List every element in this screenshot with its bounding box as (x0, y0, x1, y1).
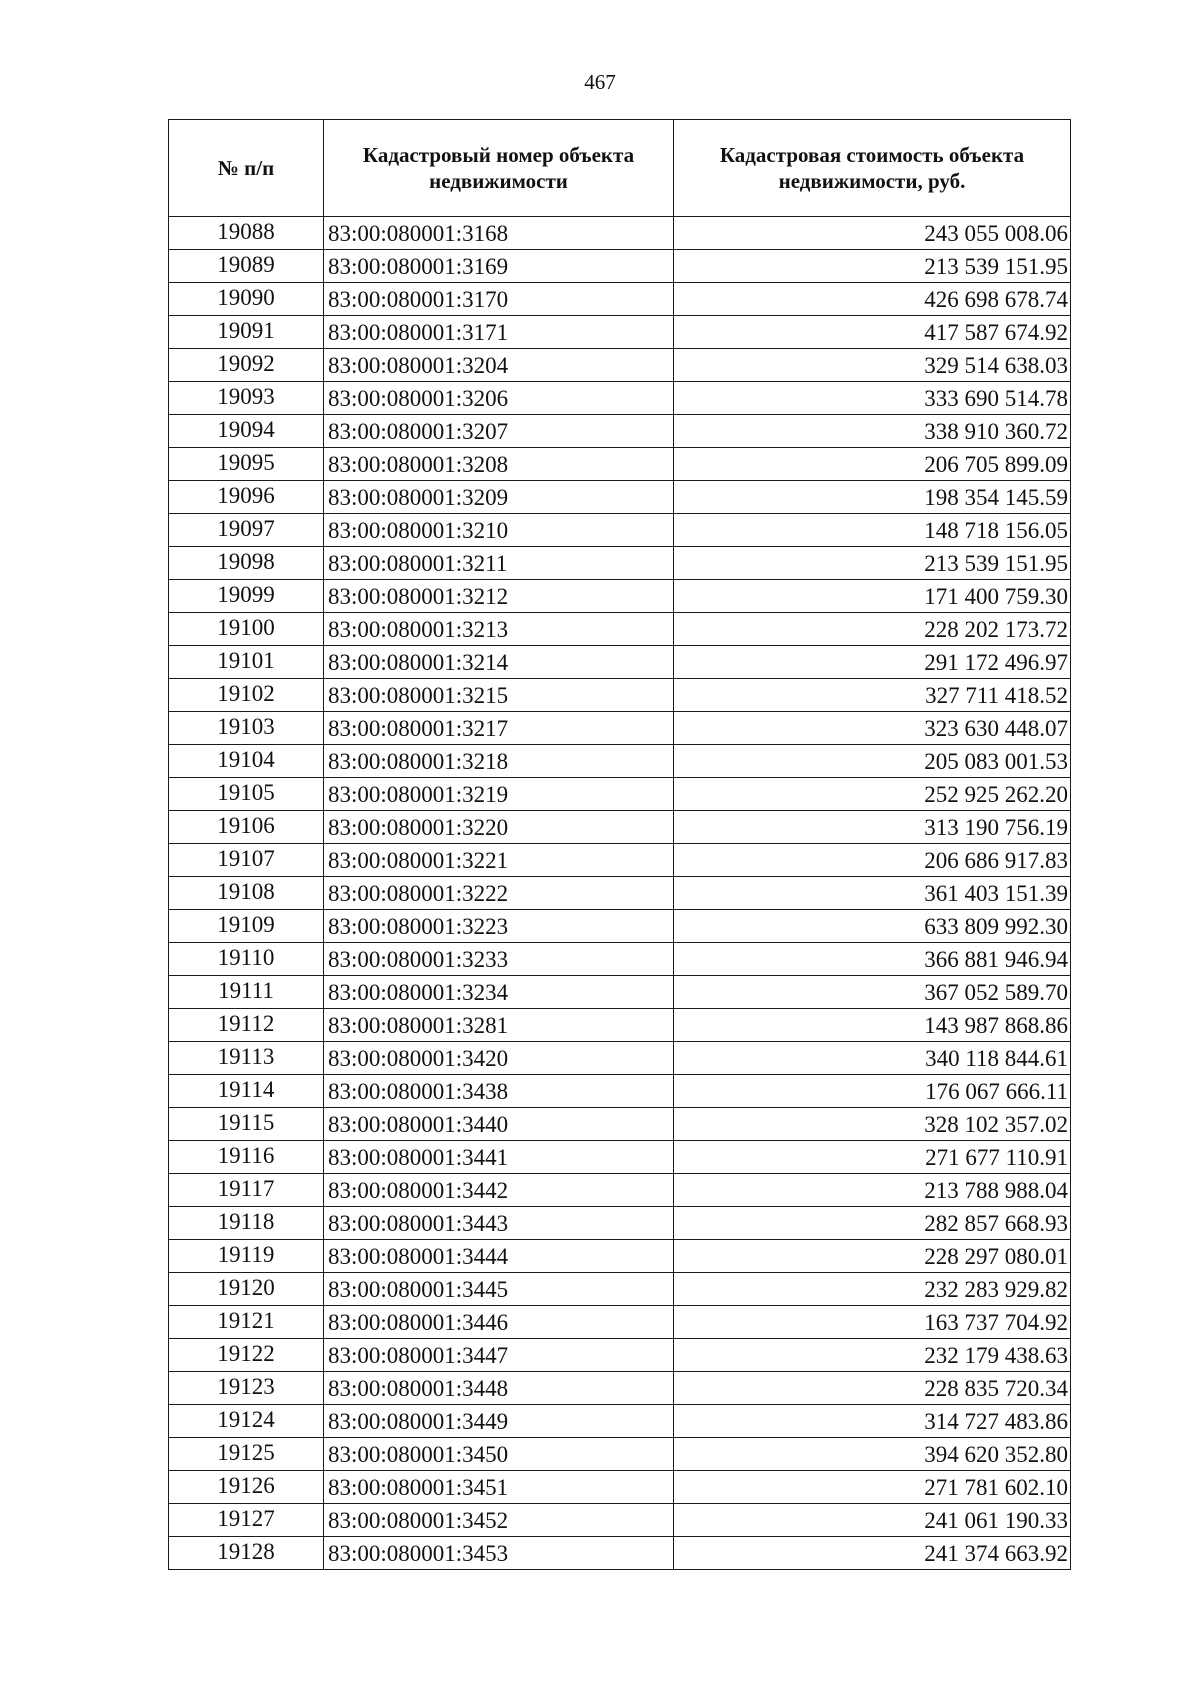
cadastral-number-cell: 83:00:080001:3215 (324, 679, 674, 712)
cadastral-number-cell: 83:00:080001:3171 (324, 316, 674, 349)
row-number-cell: 19109 (169, 910, 324, 943)
cadastral-value-cell: 329 514 638.03 (674, 349, 1071, 382)
cadastral-value-cell: 241 061 190.33 (674, 1504, 1071, 1537)
cadastral-number-cell: 83:00:080001:3212 (324, 580, 674, 613)
table-row (169, 1471, 1071, 1504)
cadastral-value-cell: 163 737 704.92 (674, 1306, 1071, 1339)
table-row (169, 943, 1071, 976)
cadastral-value-cell: 313 190 756.19 (674, 811, 1071, 844)
cadastral-number-cell: 83:00:080001:3218 (324, 745, 674, 778)
row-number-cell: 19116 (169, 1141, 324, 1174)
cadastral-number-cell: 83:00:080001:3217 (324, 712, 674, 745)
cadastral-value-cell: 228 835 720.34 (674, 1372, 1071, 1405)
row-number-cell: 19091 (169, 316, 324, 349)
table-row (169, 679, 1071, 712)
cadastral-number-cell: 83:00:080001:3223 (324, 910, 674, 943)
cadastral-number-cell: 83:00:080001:3211 (324, 547, 674, 580)
table-row (169, 448, 1071, 481)
cadastral-number-cell: 83:00:080001:3168 (324, 217, 674, 250)
header-cadastral-number: Кадастровый номер объекта недвижимости (324, 120, 674, 217)
cadastral-value-cell: 291 172 496.97 (674, 646, 1071, 679)
cadastral-value-cell: 340 118 844.61 (674, 1042, 1071, 1075)
row-number-cell: 19103 (169, 712, 324, 745)
cadastral-number-cell: 83:00:080001:3209 (324, 481, 674, 514)
cadastral-number-cell: 83:00:080001:3169 (324, 250, 674, 283)
cadastral-number-cell: 83:00:080001:3451 (324, 1471, 674, 1504)
table-row (169, 1108, 1071, 1141)
cadastral-value-cell: 213 539 151.95 (674, 250, 1071, 283)
cadastral-number-cell: 83:00:080001:3219 (324, 778, 674, 811)
row-number-cell: 19118 (169, 1207, 324, 1240)
cadastral-value-cell: 171 400 759.30 (674, 580, 1071, 613)
cadastral-number-cell: 83:00:080001:3170 (324, 283, 674, 316)
row-number-cell: 19093 (169, 382, 324, 415)
row-number-cell: 19114 (169, 1075, 324, 1108)
cadastral-value-cell: 213 539 151.95 (674, 547, 1071, 580)
cadastral-number-cell: 83:00:080001:3438 (324, 1075, 674, 1108)
cadastral-number-cell: 83:00:080001:3447 (324, 1339, 674, 1372)
cadastral-value-cell: 206 686 917.83 (674, 844, 1071, 877)
cadastral-value-cell: 228 202 173.72 (674, 613, 1071, 646)
table-row (169, 1009, 1071, 1042)
cadastral-number-cell: 83:00:080001:3449 (324, 1405, 674, 1438)
cadastral-number-cell: 83:00:080001:3281 (324, 1009, 674, 1042)
table-row (169, 1405, 1071, 1438)
row-number-cell: 19121 (169, 1306, 324, 1339)
header-row (169, 120, 1071, 217)
cadastral-number-cell: 83:00:080001:3206 (324, 382, 674, 415)
table-row (169, 580, 1071, 613)
table-row (169, 1273, 1071, 1306)
table-row (169, 778, 1071, 811)
table-row (169, 1438, 1071, 1471)
table-row (169, 415, 1071, 448)
cadastral-number-cell: 83:00:080001:3221 (324, 844, 674, 877)
cadastral-number-cell: 83:00:080001:3440 (324, 1108, 674, 1141)
row-number-cell: 19097 (169, 514, 324, 547)
row-number-cell: 19123 (169, 1372, 324, 1405)
cadastral-value-cell: 241 374 663.92 (674, 1537, 1071, 1570)
cadastral-number-cell: 83:00:080001:3207 (324, 415, 674, 448)
table-row (169, 349, 1071, 382)
cadastral-value-cell: 213 788 988.04 (674, 1174, 1071, 1207)
row-number-cell: 19128 (169, 1537, 324, 1570)
row-number-cell: 19117 (169, 1174, 324, 1207)
cadastral-value-cell: 323 630 448.07 (674, 712, 1071, 745)
cadastral-value-cell: 232 179 438.63 (674, 1339, 1071, 1372)
cadastral-value-table (168, 119, 1071, 1570)
table-body (169, 217, 1071, 1570)
table-row (169, 910, 1071, 943)
row-number-cell: 19095 (169, 448, 324, 481)
table-row (169, 1141, 1071, 1174)
cadastral-value-cell: 243 055 008.06 (674, 217, 1071, 250)
row-number-cell: 19115 (169, 1108, 324, 1141)
table-row (169, 1339, 1071, 1372)
cadastral-value-cell: 206 705 899.09 (674, 448, 1071, 481)
cadastral-number-cell: 83:00:080001:3442 (324, 1174, 674, 1207)
cadastral-number-cell: 83:00:080001:3233 (324, 943, 674, 976)
row-number-cell: 19106 (169, 811, 324, 844)
cadastral-number-cell: 83:00:080001:3443 (324, 1207, 674, 1240)
cadastral-value-cell: 271 781 602.10 (674, 1471, 1071, 1504)
row-number-cell: 19113 (169, 1042, 324, 1075)
row-number-cell: 19104 (169, 745, 324, 778)
table-row (169, 976, 1071, 1009)
cadastral-value-cell: 198 354 145.59 (674, 481, 1071, 514)
row-number-cell: 19110 (169, 943, 324, 976)
table-row (169, 1306, 1071, 1339)
table-row (169, 811, 1071, 844)
table-row (169, 877, 1071, 910)
cadastral-value-cell: 361 403 151.39 (674, 877, 1071, 910)
cadastral-number-cell: 83:00:080001:3210 (324, 514, 674, 547)
row-number-cell: 19094 (169, 415, 324, 448)
row-number-cell: 19111 (169, 976, 324, 1009)
cadastral-number-cell: 83:00:080001:3453 (324, 1537, 674, 1570)
table-row (169, 1075, 1071, 1108)
cadastral-value-cell: 143 987 868.86 (674, 1009, 1071, 1042)
table-row (169, 514, 1071, 547)
row-number-cell: 19090 (169, 283, 324, 316)
cadastral-number-cell: 83:00:080001:3222 (324, 877, 674, 910)
cadastral-value-cell: 417 587 674.92 (674, 316, 1071, 349)
table-row (169, 316, 1071, 349)
row-number-cell: 19126 (169, 1471, 324, 1504)
row-number-cell: 19100 (169, 613, 324, 646)
cadastral-number-cell: 83:00:080001:3208 (324, 448, 674, 481)
table-row (169, 745, 1071, 778)
cadastral-value-cell: 228 297 080.01 (674, 1240, 1071, 1273)
page-number: 467 (584, 70, 616, 94)
cadastral-value-cell: 394 620 352.80 (674, 1438, 1071, 1471)
cadastral-number-cell: 83:00:080001:3452 (324, 1504, 674, 1537)
row-number-cell: 19127 (169, 1504, 324, 1537)
table-row (169, 217, 1071, 250)
row-number-cell: 19108 (169, 877, 324, 910)
cadastral-value-cell: 327 711 418.52 (674, 679, 1071, 712)
header-number: № п/п (169, 120, 324, 217)
cadastral-number-cell: 83:00:080001:3448 (324, 1372, 674, 1405)
table-row (169, 844, 1071, 877)
cadastral-value-cell: 176 067 666.11 (674, 1075, 1071, 1108)
cadastral-value-cell: 328 102 357.02 (674, 1108, 1071, 1141)
table-row (169, 1537, 1071, 1570)
row-number-cell: 19120 (169, 1273, 324, 1306)
cadastral-number-cell: 83:00:080001:3213 (324, 613, 674, 646)
cadastral-value-cell: 338 910 360.72 (674, 415, 1071, 448)
table-row (169, 646, 1071, 679)
cadastral-value-cell: 426 698 678.74 (674, 283, 1071, 316)
cadastral-number-cell: 83:00:080001:3234 (324, 976, 674, 1009)
cadastral-number-cell: 83:00:080001:3445 (324, 1273, 674, 1306)
cadastral-value-cell: 282 857 668.93 (674, 1207, 1071, 1240)
row-number-cell: 19102 (169, 679, 324, 712)
cadastral-value-cell: 252 925 262.20 (674, 778, 1071, 811)
cadastral-value-cell: 232 283 929.82 (674, 1273, 1071, 1306)
cadastral-value-cell: 314 727 483.86 (674, 1405, 1071, 1438)
cadastral-number-cell: 83:00:080001:3446 (324, 1306, 674, 1339)
row-number-cell: 19096 (169, 481, 324, 514)
row-number-cell: 19099 (169, 580, 324, 613)
row-number-cell: 19101 (169, 646, 324, 679)
row-number-cell: 19098 (169, 547, 324, 580)
table-header (169, 120, 1071, 217)
header-cadastral-value: Кадастровая стоимость объекта недвижимости, руб. (674, 120, 1071, 217)
table-row (169, 712, 1071, 745)
row-number-cell: 19125 (169, 1438, 324, 1471)
cadastral-number-cell: 83:00:080001:3444 (324, 1240, 674, 1273)
cadastral-value-cell: 205 083 001.53 (674, 745, 1071, 778)
cadastral-number-cell: 83:00:080001:3450 (324, 1438, 674, 1471)
cadastral-value-cell: 366 881 946.94 (674, 943, 1071, 976)
row-number-cell: 19107 (169, 844, 324, 877)
cadastral-number-cell: 83:00:080001:3204 (324, 349, 674, 382)
table-row (169, 1240, 1071, 1273)
cadastral-number-cell: 83:00:080001:3214 (324, 646, 674, 679)
cadastral-value-cell: 333 690 514.78 (674, 382, 1071, 415)
cadastral-number-cell: 83:00:080001:3220 (324, 811, 674, 844)
table-row (169, 283, 1071, 316)
cadastral-value-cell: 633 809 992.30 (674, 910, 1071, 943)
row-number-cell: 19092 (169, 349, 324, 382)
table-row (169, 481, 1071, 514)
row-number-cell: 19119 (169, 1240, 324, 1273)
row-number-cell: 19105 (169, 778, 324, 811)
cadastral-number-cell: 83:00:080001:3441 (324, 1141, 674, 1174)
cadastral-value-cell: 367 052 589.70 (674, 976, 1071, 1009)
table-row (169, 382, 1071, 415)
row-number-cell: 19122 (169, 1339, 324, 1372)
row-number-cell: 19124 (169, 1405, 324, 1438)
cadastral-value-cell: 148 718 156.05 (674, 514, 1071, 547)
table-row (169, 1174, 1071, 1207)
table-row (169, 1042, 1071, 1075)
table-row (169, 1372, 1071, 1405)
table-row (169, 250, 1071, 283)
table-row (169, 1504, 1071, 1537)
row-number-cell: 19089 (169, 250, 324, 283)
cadastral-value-cell: 271 677 110.91 (674, 1141, 1071, 1174)
table-row (169, 613, 1071, 646)
cadastral-number-cell: 83:00:080001:3420 (324, 1042, 674, 1075)
row-number-cell: 19088 (169, 217, 324, 250)
table-row (169, 547, 1071, 580)
row-number-cell: 19112 (169, 1009, 324, 1042)
table-row (169, 1207, 1071, 1240)
